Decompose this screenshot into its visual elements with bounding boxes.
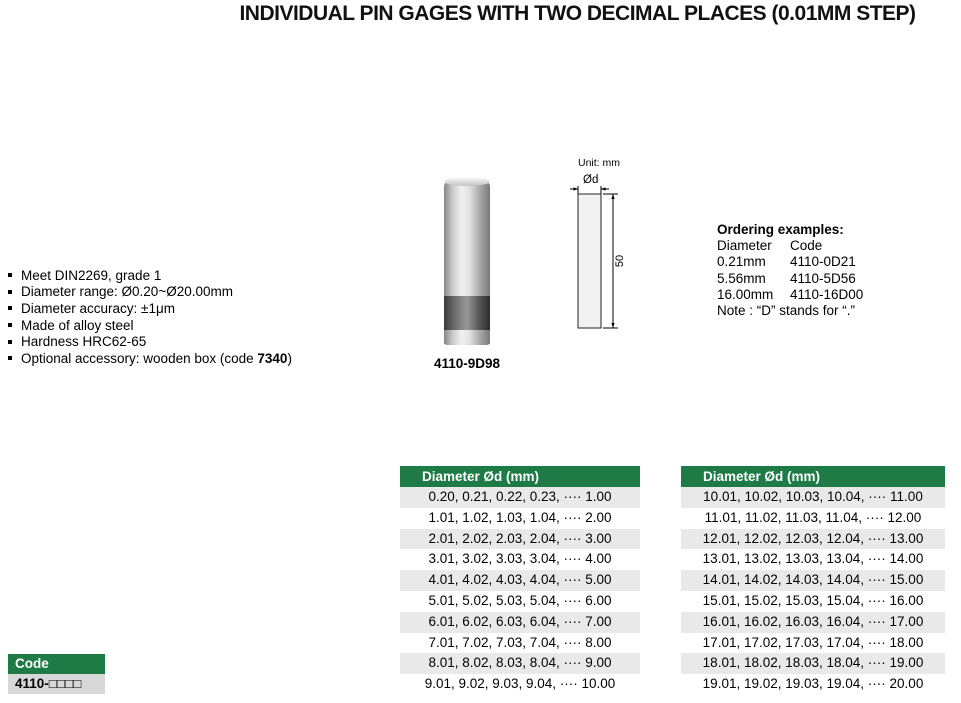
feature-item bbox=[8, 300, 292, 317]
code-box bbox=[8, 654, 105, 694]
ordering-note: Note : “D” stands for “.” bbox=[717, 303, 856, 319]
feature-text bbox=[21, 351, 292, 366]
table-row: 15.01, 15.02, 15.03, 15.04, ···· 16.00 bbox=[681, 591, 945, 612]
table-row: 18.01, 18.02, 18.03, 18.04, ···· 19.00 bbox=[681, 653, 945, 674]
ordering-row bbox=[717, 287, 937, 303]
table-row: 0.20, 0.21, 0.22, 0.23, ···· 1.00 bbox=[400, 487, 640, 508]
feature-text: Made of alloy steel bbox=[21, 317, 134, 333]
ordering-diameter: 0.21mm bbox=[717, 254, 766, 270]
code-box-value: 4110-□□□□ bbox=[8, 674, 105, 694]
table-row: 12.01, 12.02, 12.03, 12.04, ···· 13.00 bbox=[681, 529, 945, 550]
arrowhead-icon bbox=[574, 187, 579, 190]
diameter-table-left bbox=[400, 466, 640, 695]
feature-item bbox=[8, 317, 292, 334]
arrowhead-icon bbox=[601, 187, 606, 190]
table-row: 5.01, 5.02, 5.03, 5.04, ···· 6.00 bbox=[400, 591, 640, 612]
bullet-square-icon bbox=[8, 356, 12, 360]
unit-label: Unit: mm bbox=[578, 157, 620, 169]
diameter-table-right bbox=[681, 466, 945, 695]
feature-text: Diameter accuracy: ±1μm bbox=[21, 300, 175, 316]
bullet-square-icon bbox=[8, 323, 12, 327]
feature-text: Diameter range: Ø0.20~Ø20.00mm bbox=[21, 284, 233, 300]
ordering-col-diameter: Diameter bbox=[717, 238, 772, 254]
ordering-row bbox=[717, 271, 937, 287]
diameter-dim-label: Ød bbox=[583, 174, 599, 186]
ordering-examples bbox=[717, 222, 937, 319]
feature-text: Hardness HRC62-65 bbox=[21, 334, 147, 350]
table-header: Diameter Ød (mm) bbox=[681, 466, 945, 487]
bullet-square-icon bbox=[8, 273, 12, 277]
pin-outline-rect bbox=[578, 194, 601, 328]
feature-text-suffix: ) bbox=[287, 350, 292, 366]
table-row: 8.01, 8.02, 8.03, 8.04, ···· 9.00 bbox=[400, 653, 640, 674]
feature-text: Meet DIN2269, grade 1 bbox=[21, 267, 162, 283]
ordering-row bbox=[717, 254, 937, 270]
feature-text-prefix: Optional accessory: wooden box (code bbox=[21, 350, 258, 366]
pin-gage-photo bbox=[444, 177, 490, 345]
ordering-code: 4110-16D00 bbox=[790, 286, 864, 302]
code-box-header: Code bbox=[8, 654, 105, 674]
page-title: INDIVIDUAL PIN GAGES WITH TWO DECIMAL PLACES (0.01MM STEP) bbox=[239, 2, 916, 25]
table-row: 13.01, 13.02, 13.03, 13.04, ···· 14.00 bbox=[681, 549, 945, 570]
feature-item bbox=[8, 284, 292, 301]
ordering-code: 4110-5D56 bbox=[790, 270, 856, 286]
table-row: 14.01, 14.02, 14.03, 14.04, ···· 15.00 bbox=[681, 570, 945, 591]
table-row: 4.01, 4.02, 4.03, 4.04, ···· 5.00 bbox=[400, 570, 640, 591]
diameter-dimension-lines bbox=[570, 186, 609, 194]
product-model-label: 4110-9D98 bbox=[433, 356, 501, 371]
table-row: 3.01, 3.02, 3.03, 3.04, ···· 4.00 bbox=[400, 549, 640, 570]
bullet-square-icon bbox=[8, 290, 12, 294]
ordering-code: 4110-0D21 bbox=[790, 254, 856, 270]
ordering-diameter: 16.00mm bbox=[717, 286, 774, 302]
feature-item bbox=[8, 333, 292, 350]
ordering-column-headers bbox=[717, 238, 937, 254]
feature-list bbox=[8, 267, 292, 367]
table-row: 19.01, 19.02, 19.03, 19.04, ···· 20.00 bbox=[681, 674, 945, 695]
feature-item bbox=[8, 267, 292, 284]
ordering-heading: Ordering examples: bbox=[717, 222, 844, 237]
feature-item bbox=[8, 350, 292, 367]
table-row: 9.01, 9.02, 9.03, 9.04, ···· 10.00 bbox=[400, 674, 640, 695]
dimension-drawing bbox=[570, 153, 645, 338]
table-row: 10.01, 10.02, 10.03, 10.04, ···· 11.00 bbox=[681, 487, 945, 508]
table-row: 16.01, 16.02, 16.03, 16.04, ···· 17.00 bbox=[681, 612, 945, 633]
ordering-diameter: 5.56mm bbox=[717, 270, 766, 286]
table-row: 7.01, 7.02, 7.03, 7.04, ···· 8.00 bbox=[400, 633, 640, 654]
bullet-square-icon bbox=[8, 340, 12, 344]
table-header: Diameter Ød (mm) bbox=[400, 466, 640, 487]
arrowhead-icon bbox=[611, 194, 614, 199]
bullet-square-icon bbox=[8, 306, 12, 310]
feature-code-bold: 7340 bbox=[257, 350, 288, 366]
ordering-col-code: Code bbox=[790, 238, 823, 254]
table-row: 11.01, 11.02, 11.03, 11.04, ···· 12.00 bbox=[681, 508, 945, 529]
table-row: 2.01, 2.02, 2.03, 2.04, ···· 3.00 bbox=[400, 529, 640, 550]
length-dim-label: 50 bbox=[614, 254, 626, 268]
table-row: 1.01, 1.02, 1.03, 1.04, ···· 2.00 bbox=[400, 508, 640, 529]
arrowhead-icon bbox=[611, 323, 614, 328]
table-row: 17.01, 17.02, 17.03, 17.04, ···· 18.00 bbox=[681, 633, 945, 654]
table-row: 6.01, 6.02, 6.03, 6.04, ···· 7.00 bbox=[400, 612, 640, 633]
table-body bbox=[681, 487, 945, 695]
table-body bbox=[400, 487, 640, 695]
